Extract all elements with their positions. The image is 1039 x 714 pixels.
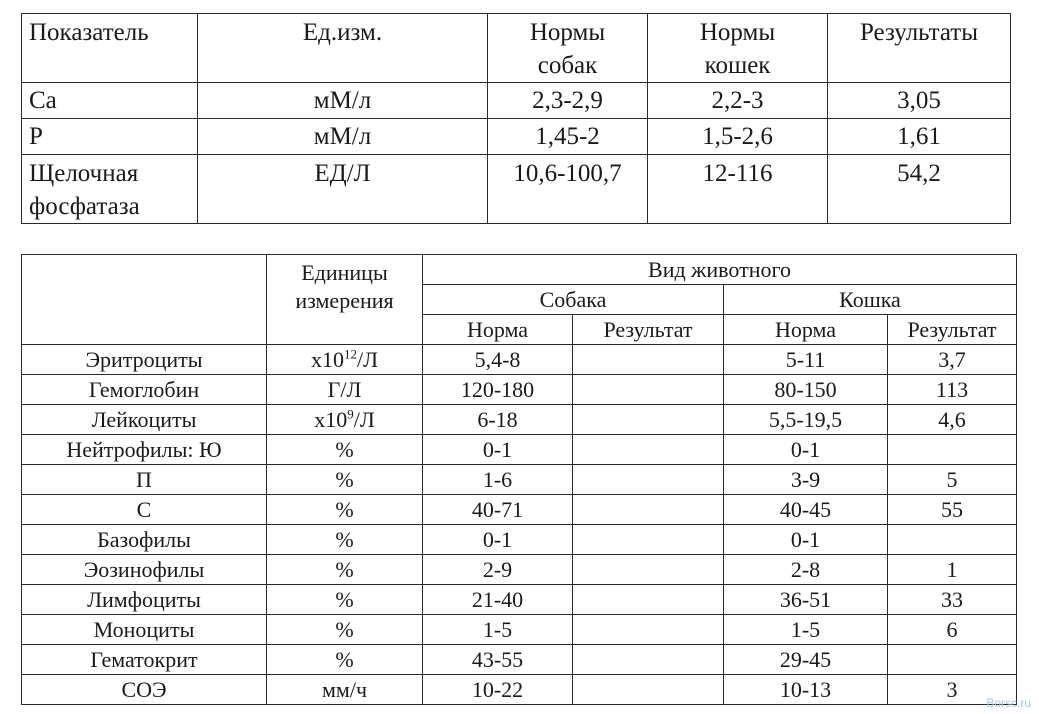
cell-dog-norm: 0-1 [423, 525, 573, 555]
cell-cat-norm: 29-45 [724, 645, 888, 675]
cell-cat-norm: 36-51 [724, 585, 888, 615]
cell-result: 3,05 [828, 83, 1011, 119]
cell-dog-result [573, 675, 724, 705]
header-dog: Собака [423, 285, 724, 315]
cell-unit: Г/Л [267, 375, 423, 405]
cell-cat-norm: 2-8 [724, 555, 888, 585]
table-row [22, 495, 1017, 525]
table-row [22, 119, 1011, 155]
cell-unit: мм/ч [267, 675, 423, 705]
header-units [267, 255, 423, 345]
cell-cat-norm: 80-150 [724, 375, 888, 405]
cell-unit: % [267, 465, 423, 495]
cell-cat-norm: 10-13 [724, 675, 888, 705]
cell-name: Эозинофилы [22, 555, 267, 585]
header-cat: Кошка [724, 285, 1017, 315]
cell-cat-norm: 5,5-19,5 [724, 405, 888, 435]
header-results: Результаты [828, 14, 1011, 83]
cell-name: Лейкоциты [22, 405, 267, 435]
cell-cats-norm: 1,5-2,6 [648, 119, 828, 155]
cell-cat-norm: 5-11 [724, 345, 888, 375]
cell-cat-result: 113 [888, 375, 1017, 405]
cell-dog-result [573, 345, 724, 375]
cell-unit: % [267, 585, 423, 615]
cell-name: Гематокрит [22, 645, 267, 675]
cell-indicator-line2: фосфатаза [29, 193, 140, 220]
cell-result: 54,2 [828, 155, 1011, 224]
cell-cat-result: 55 [888, 495, 1017, 525]
header-unit: Ед.изм. [198, 14, 488, 83]
cell-dog-result [573, 465, 724, 495]
unit-exponent: 12 [343, 346, 357, 362]
cell-indicator: Р [22, 119, 198, 155]
cell-cat-norm: 0-1 [724, 435, 888, 465]
cell-cat-norm: 3-9 [724, 465, 888, 495]
mineral-norms-table [21, 13, 1011, 224]
cell-unit: % [267, 435, 423, 465]
cell-dog-norm: 21-40 [423, 585, 573, 615]
cell-unit: % [267, 495, 423, 525]
cell-indicator-line1: Щелочная [29, 160, 139, 187]
table-row [22, 645, 1017, 675]
cell-cat-result: 1 [888, 555, 1017, 585]
cell-cat-result: 3,7 [888, 345, 1017, 375]
table-row [22, 465, 1017, 495]
cell-unit [267, 345, 423, 375]
cell-dogs-norm: 10,6-100,7 [488, 155, 648, 224]
unit-tail: /Л [356, 347, 379, 372]
header-units-line1: Единицы [301, 260, 388, 285]
cell-unit: % [267, 525, 423, 555]
table-row [22, 375, 1017, 405]
header-cat-norm: Норма [724, 315, 888, 345]
header-cat-result: Результат [888, 315, 1017, 345]
cell-name: Эритроциты [22, 345, 267, 375]
cell-unit: % [267, 645, 423, 675]
table-row [22, 435, 1017, 465]
cell-unit: мМ/л [198, 119, 488, 155]
cell-cat-norm: 0-1 [724, 525, 888, 555]
cell-cat-result: 3 [888, 675, 1017, 705]
cell-cats-norm: 2,2-3 [648, 83, 828, 119]
header-animal-type: Вид животного [423, 255, 1017, 285]
cell-name: Моноциты [22, 615, 267, 645]
watermark: Borsc.ru [986, 696, 1031, 710]
cell-dogs-norm: 1,45-2 [488, 119, 648, 155]
cell-dog-norm: 6-18 [423, 405, 573, 435]
cell-cat-norm: 40-45 [724, 495, 888, 525]
cell-dog-norm: 1-6 [423, 465, 573, 495]
header-dog-norm: Норма [423, 315, 573, 345]
cell-name: П [22, 465, 267, 495]
cell-dog-norm: 43-55 [423, 645, 573, 675]
table-row [22, 155, 1011, 224]
cell-cats-norm: 12-116 [648, 155, 828, 224]
cell-dog-norm: 120-180 [423, 375, 573, 405]
header-cats-line1: Нормы [699, 19, 776, 46]
cell-dog-norm: 2-9 [423, 555, 573, 585]
table-header-row [22, 14, 1011, 83]
table-row [22, 615, 1017, 645]
cell-unit: ЕД/Л [198, 155, 488, 224]
header-dog-result: Результат [573, 315, 724, 345]
cell-result: 1,61 [828, 119, 1011, 155]
cell-cat-result [888, 435, 1017, 465]
cell-unit: % [267, 555, 423, 585]
cell-dog-result [573, 585, 724, 615]
unit-base: х10 [310, 347, 344, 372]
cell-cat-norm: 1-5 [724, 615, 888, 645]
cell-cat-result: 4,6 [888, 405, 1017, 435]
cell-indicator: Са [22, 83, 198, 119]
cell-cat-result: 33 [888, 585, 1017, 615]
header-indicator: Показатель [22, 14, 198, 83]
cell-name: СОЭ [22, 675, 267, 705]
table-row [22, 525, 1017, 555]
cell-name: Базофилы [22, 525, 267, 555]
header-dogs-line2: собак [537, 52, 598, 79]
table-row [22, 83, 1011, 119]
cell-dog-result [573, 375, 724, 405]
cell-dog-result [573, 495, 724, 525]
cell-dog-norm: 0-1 [423, 435, 573, 465]
cell-name: Лимфоциты [22, 585, 267, 615]
header-units-line2: измерения [295, 288, 394, 313]
cell-name: Нейтрофилы: Ю [22, 435, 267, 465]
unit-base: х10 [314, 407, 348, 432]
cell-cat-result [888, 645, 1017, 675]
cell-dog-result [573, 435, 724, 465]
header-dogs-norms [488, 14, 648, 83]
cell-dog-norm: 1-5 [423, 615, 573, 645]
header-cats-line2: кошек [704, 52, 771, 79]
table-header-row [22, 255, 1017, 285]
table-row [22, 345, 1017, 375]
unit-exponent: 9 [347, 406, 354, 422]
cell-name: С [22, 495, 267, 525]
cell-indicator [22, 155, 198, 224]
unit-tail: /Л [353, 407, 375, 432]
cell-dog-norm: 5,4-8 [423, 345, 573, 375]
header-dogs-line1: Нормы [529, 19, 606, 46]
cell-dog-norm: 10-22 [423, 675, 573, 705]
table-row [22, 585, 1017, 615]
cell-cat-result [888, 525, 1017, 555]
cell-dog-result [573, 645, 724, 675]
cell-cat-result: 6 [888, 615, 1017, 645]
cell-dog-norm: 40-71 [423, 495, 573, 525]
table-row [22, 675, 1017, 705]
blood-count-table [21, 254, 1017, 705]
cell-dog-result [573, 405, 724, 435]
cell-dog-result [573, 615, 724, 645]
cell-unit: % [267, 615, 423, 645]
cell-unit: мМ/л [198, 83, 488, 119]
cell-cat-result: 5 [888, 465, 1017, 495]
header-cats-norms [648, 14, 828, 83]
header-empty-corner [22, 255, 267, 345]
cell-dog-result [573, 555, 724, 585]
cell-dogs-norm: 2,3-2,9 [488, 83, 648, 119]
cell-unit [267, 405, 423, 435]
table-row [22, 555, 1017, 585]
cell-name: Гемоглобин [22, 375, 267, 405]
table-row [22, 405, 1017, 435]
cell-dog-result [573, 525, 724, 555]
